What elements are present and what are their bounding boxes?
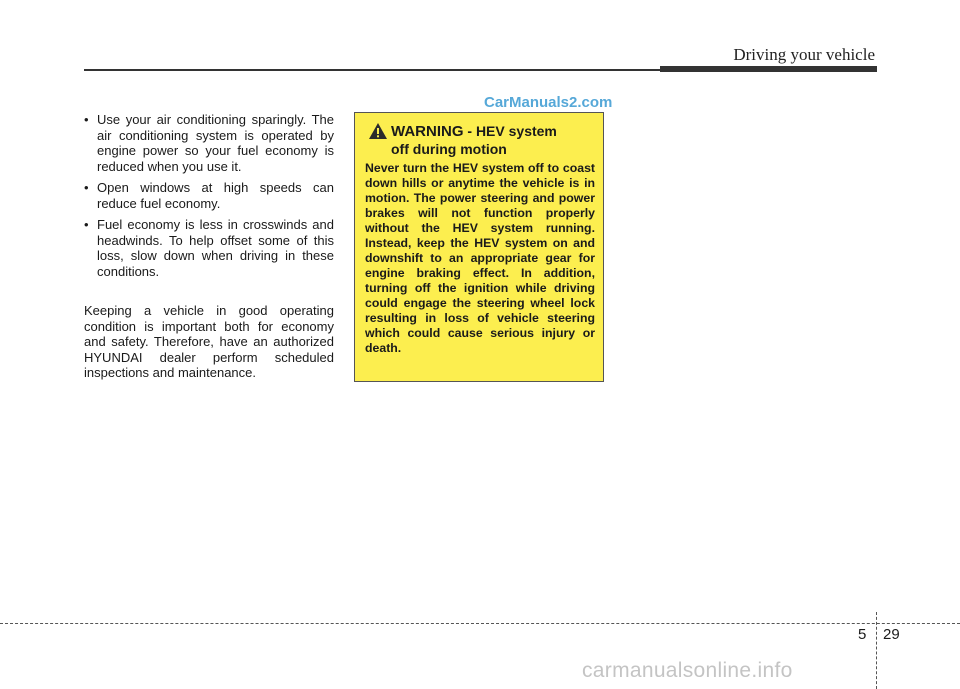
maintenance-paragraph: Keeping a vehicle in good operating condition is important both for economy and safety. Therefore, have an authorized HYUNDAI dealer perform scheduled inspections and maintenance.: [84, 303, 334, 380]
watermark-top: CarManuals2.com: [484, 94, 613, 111]
footer-divider: [876, 612, 877, 689]
watermark-bottom: carmanualsonline.info: [582, 659, 793, 682]
header-rule: [84, 69, 660, 71]
page-number: 29: [883, 626, 900, 643]
bullet-text: Use your air conditioning sparingly. The air conditioning system is operated by engine power so your fuel economy is reduced when you use it.: [97, 112, 334, 174]
header-rule-accent: [660, 66, 877, 72]
warning-subtitle: - HEV system: [463, 123, 557, 139]
warning-heading: [365, 123, 595, 157]
list-item: [84, 180, 334, 211]
left-column: [84, 112, 334, 381]
warning-subtitle-line2: off during motion: [391, 141, 507, 157]
bullet-icon: •: [84, 217, 89, 232]
page-header-title: Driving your vehicle: [733, 45, 875, 64]
bullet-text: Fuel economy is less in crosswinds and headwinds. To help offset some of this loss, slow down when driving in these conditions.: [97, 217, 334, 279]
bullet-icon: •: [84, 180, 89, 195]
warning-body: Never turn the HEV system off to coast down hills or anytime the vehicle is in motion. The power steering and power brakes will not function properly without the HEV system running. Instead, keep the HEV system on and downshift to an appropriate gear for engine braking effect. In addition, turning off the ignition while driving could engage the steering wheel lock resulting in loss of vehicle steering which could cause serious injury or death.: [365, 161, 595, 355]
warning-box: [354, 112, 604, 382]
footer-rule: [0, 623, 960, 624]
warning-triangle-icon: [369, 123, 387, 139]
bullet-text: Open windows at high speeds can reduce fuel economy.: [97, 180, 334, 211]
warning-label: WARNING: [391, 123, 464, 140]
fuel-economy-tips: [84, 112, 334, 279]
list-item: [84, 217, 334, 279]
list-item: [84, 112, 334, 174]
chapter-number: 5: [858, 626, 867, 643]
bullet-icon: •: [84, 112, 89, 127]
